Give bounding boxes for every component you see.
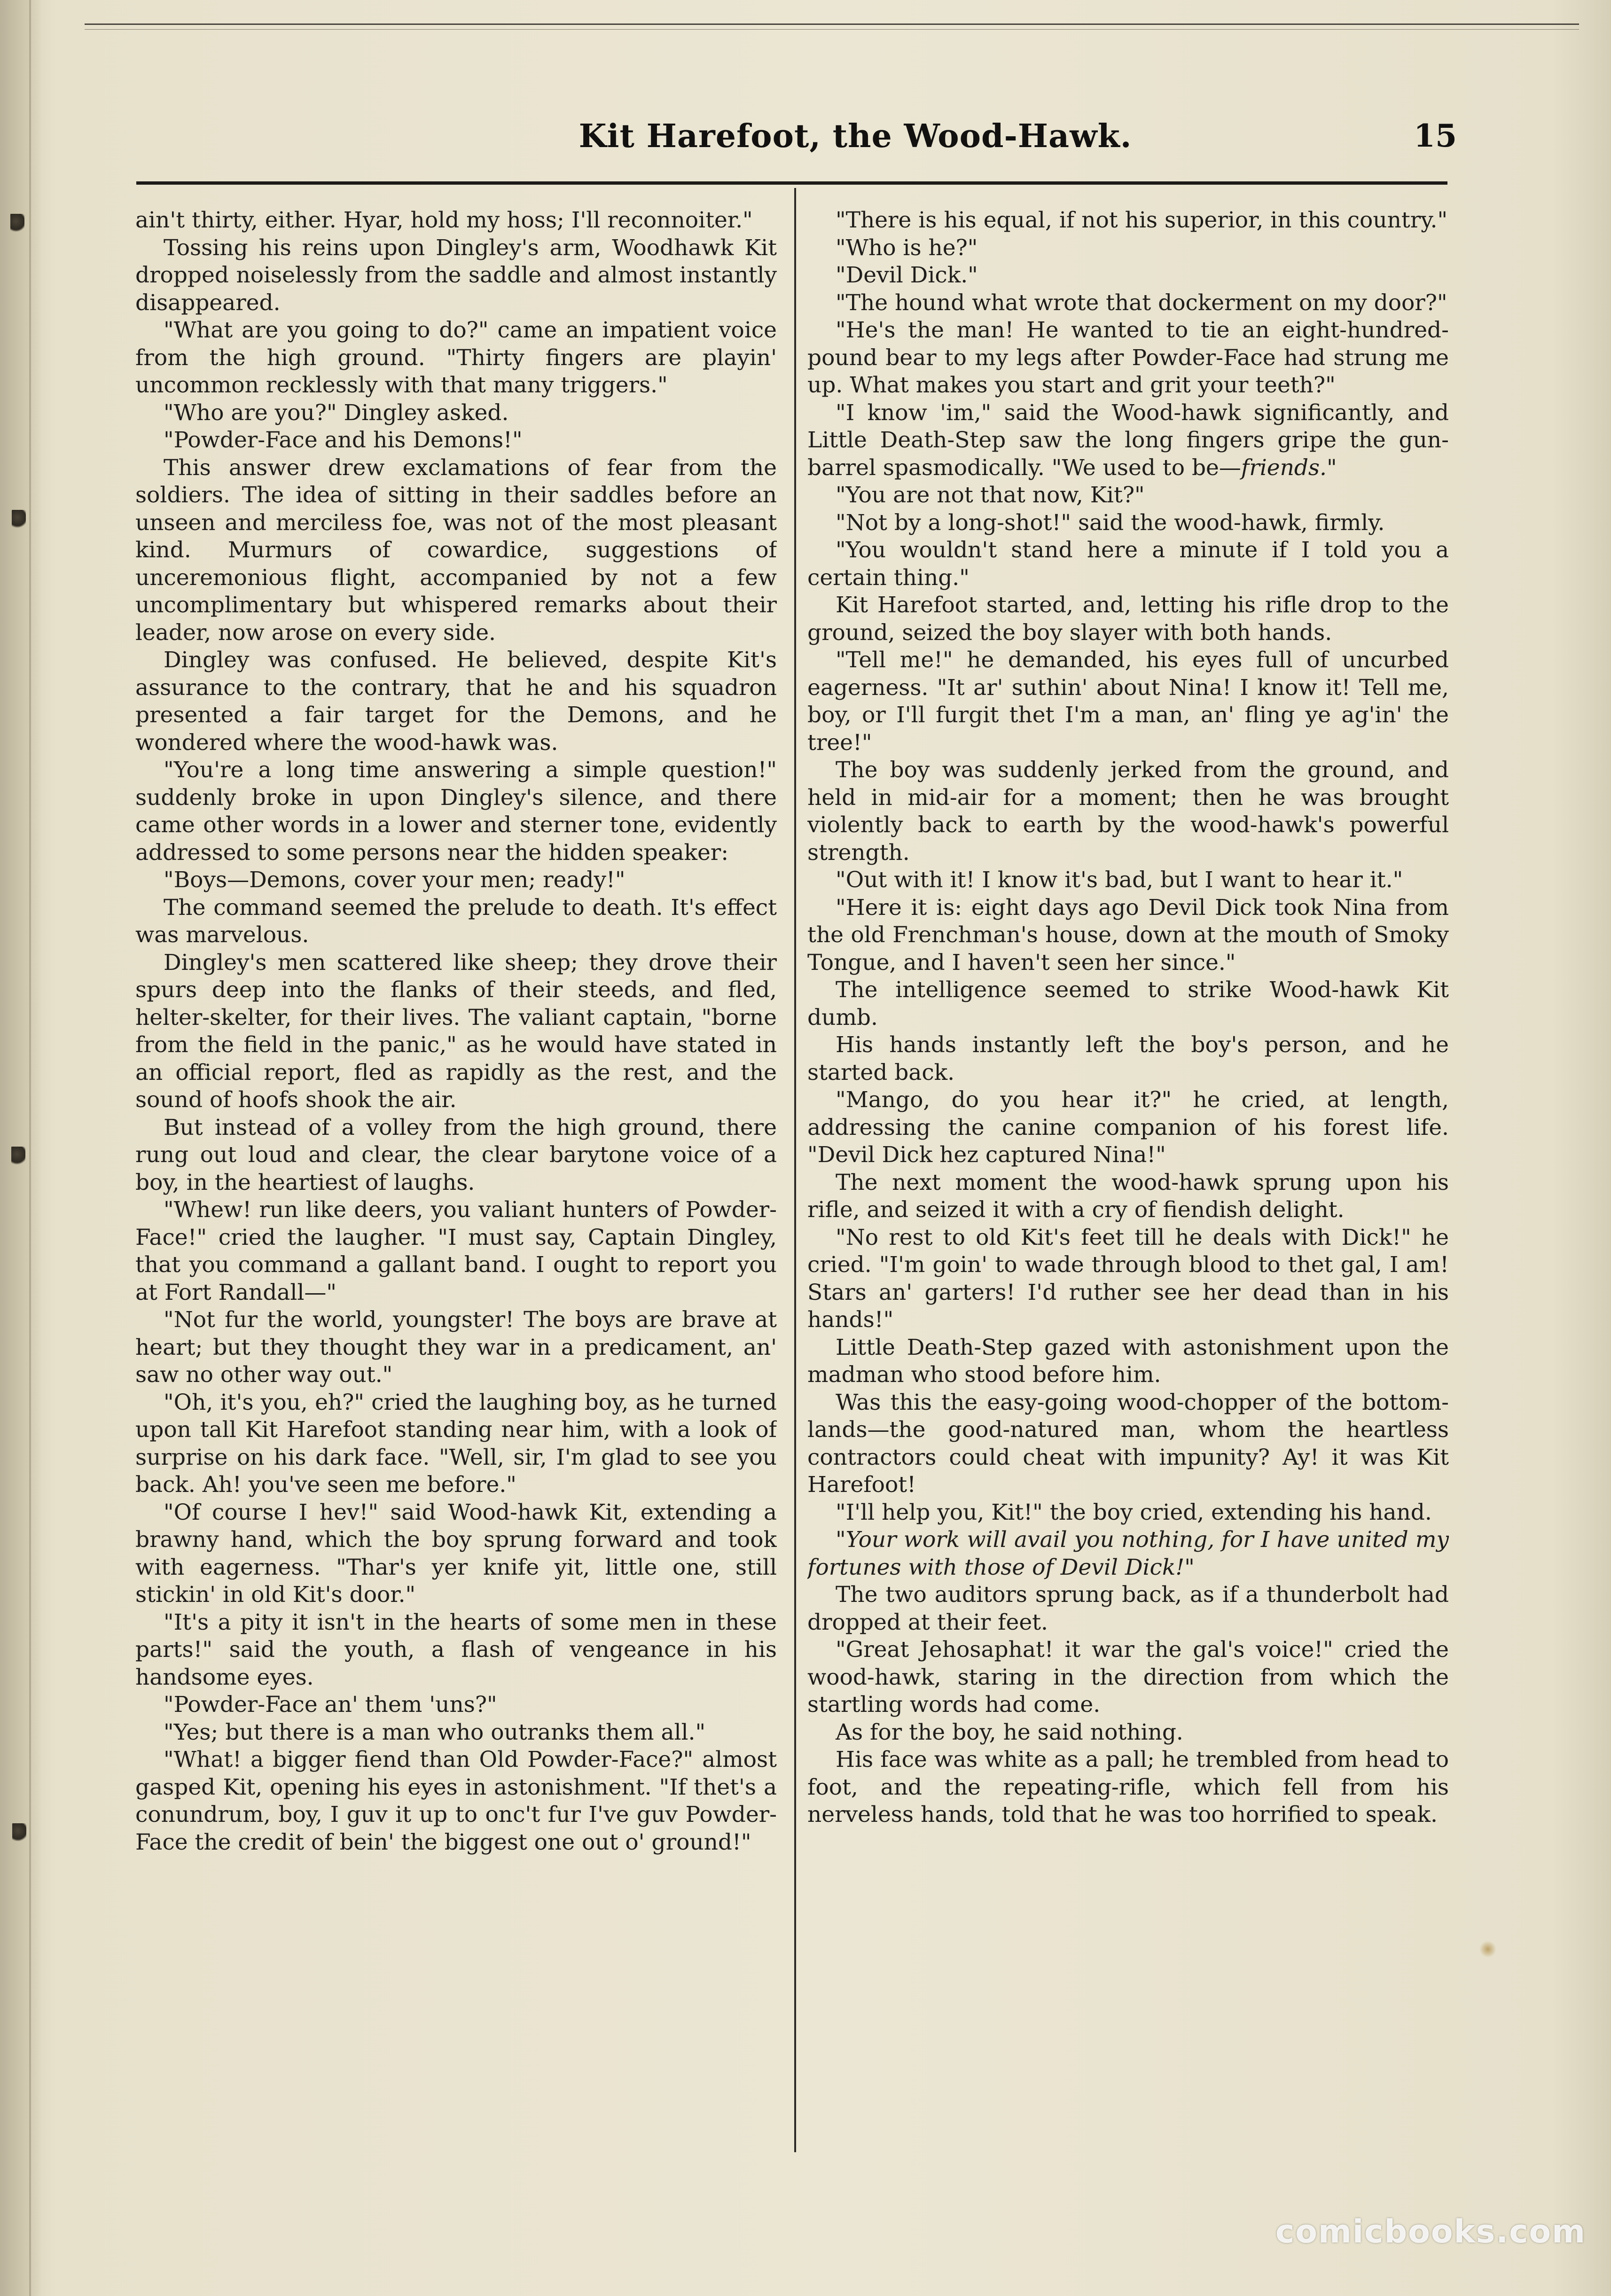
header-rule [136, 181, 1447, 185]
paragraph-text: "I'll help you, Kit!" the boy cried, extending his hand. [836, 1499, 1432, 1525]
paragraph [807, 234, 1449, 262]
paragraph-text: The two auditors sprung back, as if a thunderbolt had dropped at their feet. [807, 1582, 1449, 1635]
paragraph-text: "Tell me!" he demanded, his eyes full of uncurbed eagerness. "It ar' suthin' about Nina! I know it! Tell me, boy, or I'll furgit thet I'm a man, an' fling ye ag'in' the tree!" [807, 647, 1449, 756]
paragraph-text: "Not fur the world, youngster! The boys are brave at heart; but they thought they war in a predicament, an' saw no other way out." [135, 1307, 777, 1388]
paragraph-text: "Mango, do you hear it?" he cried, at length, addressing the canine companion of his forest life. "Devil Dick hez captured Nina!" [807, 1087, 1449, 1168]
binding-fold-line [29, 0, 31, 2296]
paragraph [807, 1169, 1449, 1224]
paragraph-text: "Who is he?" [836, 234, 978, 261]
paragraph [135, 207, 777, 234]
paragraph-text: "There is his equal, if not his superior, in this country." [836, 207, 1448, 233]
paragraph-text: But instead of a volley from the high ground, there rung out loud and clear, the clear barytone voice of a boy, in the heartiest of laughs. [135, 1114, 777, 1195]
paragraph [807, 1224, 1449, 1334]
paragraph-text: "Powder-Face and his Demons!" [164, 427, 523, 453]
paragraph [807, 1581, 1449, 1636]
paragraph-text: His face was white as a pall; he trembled from head to foot, and the repeating-rifle, which fell from his nerveless hands, told that he was too horrified to speak. [807, 1747, 1449, 1827]
paragraph [135, 1609, 777, 1692]
paragraph-text: Little Death-Step gazed with astonishment upon the madman who stood before him. [807, 1334, 1449, 1388]
paragraph-text: "It's a pity it isn't in the hearts of some men in these parts!" said the youth, a flash of vengeance in his handsome eyes. [135, 1609, 777, 1690]
paragraph-text: "He's the man! He wanted to tie an eight-hundred-pound bear to my legs after Powder-Face had strung me up. What makes you start and grit your teeth?" [807, 317, 1449, 398]
page-number: 15 [1414, 117, 1457, 154]
paragraph [807, 592, 1449, 647]
paragraph-text: His hands instantly left the boy's person, and he started back. [807, 1032, 1449, 1086]
paragraph [807, 317, 1449, 399]
paragraph-text: Dingley's men scattered like sheep; they drove their spurs deep into the flanks of their steeds, and fled, helter-skelter, for their lives. The valiant captain, "borne from the field in the panic," as he would have stated in an official report, fled as rapidly as the rest, and the sound of hoofs shook the air. [135, 949, 777, 1113]
paragraph [807, 537, 1449, 592]
paragraph-text: "Not by a long-shot!" said the wood-hawk, firmly. [836, 509, 1385, 536]
paragraph [135, 454, 777, 647]
paragraph [807, 1334, 1449, 1389]
text-column-left [135, 207, 777, 2152]
paragraph [807, 894, 1449, 977]
paragraph-text: "Powder-Face an' them 'uns?" [164, 1692, 497, 1718]
paragraph-text: As for the boy, he said nothing. [836, 1719, 1183, 1745]
paragraph-closing-text: " [1184, 1554, 1195, 1580]
paragraph-text: "Who are you?" Dingley asked. [164, 399, 509, 426]
paragraph [135, 234, 777, 317]
paragraph-text: "The hound what wrote that dockerment on my door?" [836, 289, 1447, 316]
paragraph [807, 509, 1449, 537]
paragraph-text: "I know 'im," said the Wood-hawk significantly, and Little Death-Step saw the long fingers gripe the gun-barrel spasmodically. "We used to be— [807, 399, 1449, 481]
paragraph [807, 757, 1449, 867]
paragraph [135, 1691, 777, 1719]
top-edge-rule-thin [85, 29, 1579, 30]
paragraph [807, 1499, 1449, 1527]
paragraph-text: Kit Harefoot started, and, letting his rifle drop to the ground, seized the boy slayer with both hands. [807, 592, 1449, 646]
paragraph [135, 1196, 777, 1306]
paragraph-text: "What are you going to do?" came an impatient voice from the high ground. "Thirty fingers are playin' uncommon recklessly with that many triggers." [135, 317, 777, 398]
paragraph [135, 1746, 777, 1856]
paragraph-closing-text: " [1326, 454, 1337, 481]
paragraph-text: "What! a bigger fiend than Old Powder-Face?" almost gasped Kit, opening his eyes in astonishment. "If thet's a conundrum, boy, I guv it up to onc't fur I've guv Powder-Face the credit of bein' the biggest one out o' ground!" [135, 1747, 777, 1855]
paragraph-text: The boy was suddenly jerked from the ground, and held in mid-air for a moment; then he was brought violently back to earth by the wood-hawk's powerful strength. [807, 757, 1449, 866]
paragraph [135, 1719, 777, 1747]
paragraph-text: Dingley was confused. He believed, despite Kit's assurance to the contrary, that he and his squadron presented a fair target for the Demons, and he wondered where the wood-hawk was. [135, 647, 777, 756]
paragraph [807, 1719, 1449, 1747]
text-column-right [807, 207, 1449, 2152]
paragraph [135, 894, 777, 949]
paragraph-text: Was this the easy-going wood-chopper of the bottom-lands—the good-natured man, whom the heartless contractors could cheat with impunity? Ay! it was Kit Harefoot! [807, 1389, 1449, 1498]
paragraph-text: This answer drew exclamations of fear from the soldiers. The idea of sitting in their saddles before an unseen and merciless foe, was not of the most pleasant kind. Murmurs of cowardice, suggestions of unceremonious flight, accompanied by not a few uncomplimentary but whispered remarks about their leader, now arose on every side. [135, 454, 777, 646]
paragraph [135, 399, 777, 427]
paragraph-text: "You wouldn't stand here a minute if I told you a certain thing." [807, 537, 1449, 591]
paragraph [807, 1031, 1449, 1086]
binding-tack-icon [10, 214, 24, 233]
paragraph [807, 289, 1449, 317]
watermark-logo: comicbooks.com [1275, 2213, 1586, 2250]
paragraph-text: "Whew! run like deers, you valiant hunters of Powder-Face!" cried the laugher. "I must say, Captain Dingley, that you command a gallant band. I ought to report you at Fort Randall—" [135, 1197, 777, 1305]
paragraph-text: ain't thirty, either. Hyar, hold my hoss; I'll reconnoiter." [135, 207, 753, 233]
paragraph [807, 207, 1449, 234]
paragraph [135, 867, 777, 894]
paragraph-italic-text: friends. [1241, 454, 1327, 481]
paragraph [807, 399, 1449, 482]
paragraph [807, 1389, 1449, 1499]
paragraph [135, 949, 777, 1114]
paragraph [807, 1746, 1449, 1829]
paragraph-italic-text: Your work will avail you nothing, for I have united my fortunes with those of Devil Dick! [807, 1527, 1449, 1580]
paragraph-text: "Out with it! I know it's bad, but I want to hear it." [836, 867, 1403, 893]
paragraph-text: "Boys—Demons, cover your men; ready!" [164, 867, 626, 893]
paragraph-text: Tossing his reins upon Dingley's arm, Woodhawk Kit dropped noiselessly from the saddle and almost instantly disappeared. [135, 234, 777, 316]
paragraph [135, 1389, 777, 1499]
paragraph-text: " [836, 1527, 846, 1553]
paper-stain [1479, 1941, 1496, 1958]
paragraph-text: "Great Jehosaphat! it war the gal's voice!" cried the wood-hawk, staring in the direction from which the startling words had come. [807, 1637, 1449, 1718]
column-divider [794, 188, 796, 2152]
paragraph [807, 482, 1449, 509]
paragraph [135, 427, 777, 454]
paragraph-text: The next moment the wood-hawk sprung upon his rifle, and seized it with a cry of fiendish delight. [807, 1169, 1449, 1223]
binding-tack-icon [12, 510, 26, 529]
paragraph [807, 647, 1449, 757]
paragraph [135, 317, 777, 399]
paragraph [807, 976, 1449, 1031]
paragraph-text: "Of course I hev!" said Wood-hawk Kit, extending a brawny hand, which the boy sprung forward and took with eagerness. "Thar's yer knife yit, little one, still stickin' in old Kit's door." [135, 1499, 777, 1608]
paragraph [135, 1114, 777, 1197]
paragraph [135, 1499, 777, 1609]
paragraph-text: "Here it is: eight days ago Devil Dick took Nina from the old Frenchman's house, down at the mouth of Smoky Tongue, and I haven't seen her since." [807, 894, 1449, 976]
top-edge-rule [85, 23, 1579, 25]
paragraph-text: "Oh, it's you, eh?" cried the laughing boy, as he turned upon tall Kit Harefoot standing near him, with a look of surprise on his dark face. "Well, sir, I'm glad to see you back. Ah! you've seen me before." [135, 1389, 777, 1498]
paragraph [135, 1306, 777, 1389]
paragraph-text: The intelligence seemed to strike Wood-hawk Kit dumb. [807, 977, 1449, 1031]
paragraph [807, 1086, 1449, 1169]
paragraph [807, 262, 1449, 289]
paragraph-text: "You are not that now, Kit?" [836, 482, 1145, 508]
paragraph [807, 867, 1449, 894]
paragraph-text: The command seemed the prelude to death. It's effect was marvelous. [135, 894, 777, 948]
paragraph-text: "You're a long time answering a simple question!" suddenly broke in upon Dingley's silence, and there came other words in a lower and sterner tone, evidently addressed to some persons near the hidden speaker: [135, 757, 777, 866]
binding-tack-icon [12, 1823, 26, 1842]
running-head-title: Kit Harefoot, the Wood-Hawk. [579, 117, 1132, 155]
paragraph [807, 1526, 1449, 1581]
paragraph [135, 757, 777, 867]
paragraph [135, 647, 777, 757]
paragraph [807, 1636, 1449, 1719]
paragraph-text: "Devil Dick." [836, 262, 978, 288]
paragraph-text: "Yes; but there is a man who outranks them all." [164, 1719, 706, 1745]
binding-tack-icon [11, 1147, 25, 1165]
paragraph-text: "No rest to old Kit's feet till he deals with Dick!" he cried. "I'm goin' to wade through blood to thet gal, I am! Stars an' garters! I'd ruther see her dead than in his hands!" [807, 1224, 1449, 1333]
